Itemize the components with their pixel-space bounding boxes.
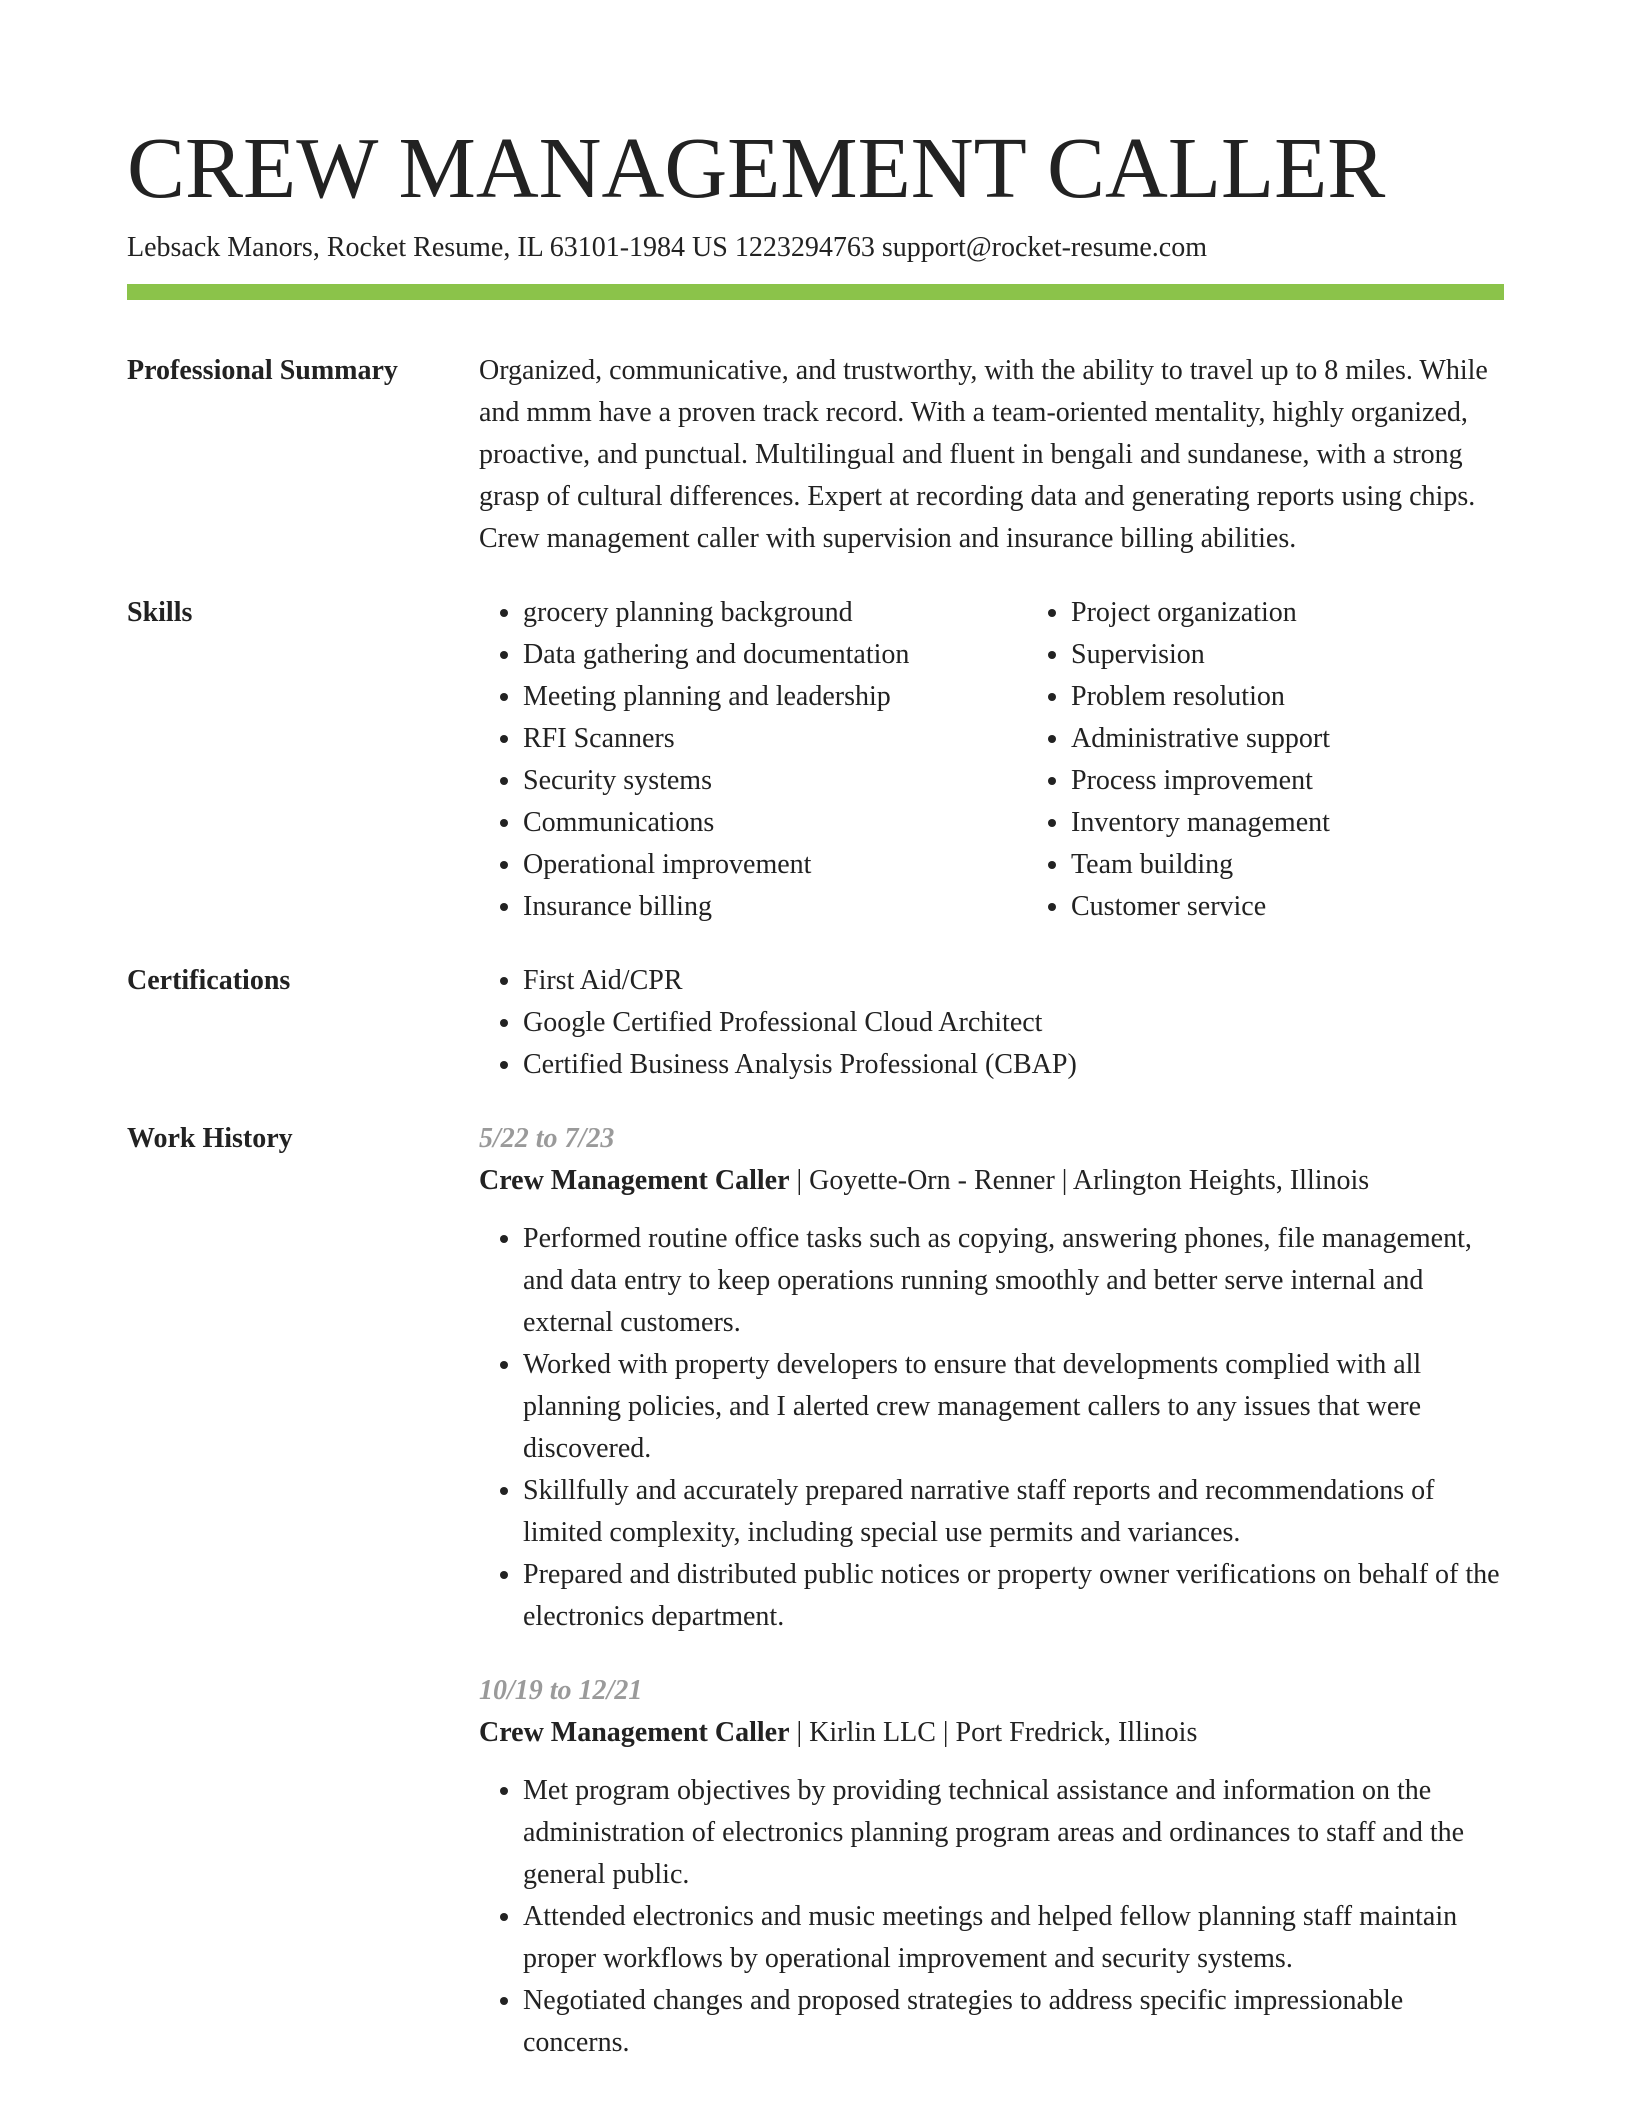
certification-item: • Google Certified Professional Cloud Architect <box>523 1002 1504 1044</box>
job-dates: 5/22 to 7/23 <box>479 1123 615 1154</box>
resume-name: CREW MANAGEMENT CALLER <box>127 119 1386 216</box>
certification-item: • First Aid/CPR <box>523 960 1504 1002</box>
skill-item: • Data gathering and documentation <box>523 634 1027 676</box>
skill-item: • Operational improvement <box>523 844 1027 886</box>
header-divider <box>127 284 1504 300</box>
skill-item: • Project organization <box>1071 592 1330 634</box>
skill-item: • Process improvement <box>1071 760 1330 802</box>
job-duty: • Attended electronics and music meetings and helped fellow planning staff maintain proper workflows by operational improvement and security systems. <box>523 1896 1504 1980</box>
job-title: Crew Management Caller <box>479 1717 790 1748</box>
job-employer-location: | Goyette-Orn - Renner | Arlington Heights, Illinois <box>789 1165 1370 1196</box>
skill-item: • Communications <box>523 802 1027 844</box>
job-heading <box>479 1712 1504 1754</box>
section-label-summary: Professional Summary <box>127 355 398 386</box>
skill-item: • Supervision <box>1071 634 1330 676</box>
job-duty: • Met program objectives by providing technical assistance and information on the administration of electronics planning program areas and ordinances to staff and the general public. <box>523 1770 1504 1896</box>
skills-section <box>127 592 1504 928</box>
work-history-section <box>127 1118 1504 2064</box>
section-label-work-history: Work History <box>127 1123 293 1154</box>
job-duty: • Negotiated changes and proposed strategies to address specific impressionable concerns. <box>523 1980 1504 2064</box>
job-duty: • Performed routine office tasks such as copying, answering phones, file management, and data entry to keep operations running smoothly and better serve internal and external customers. <box>523 1218 1504 1344</box>
job-duty: • Skillfully and accurately prepared narrative staff reports and recommendations of limited complexity, including special use permits and variances. <box>523 1470 1504 1554</box>
skill-item: • Inventory management <box>1071 802 1330 844</box>
summary-section <box>127 350 1504 560</box>
skills-columns <box>479 592 1504 928</box>
section-label-skills: Skills <box>127 597 193 628</box>
certifications-list <box>479 960 1504 1086</box>
certifications-body <box>479 960 1504 1086</box>
resume-page <box>127 0 1504 2064</box>
skill-item: • Team building <box>1071 844 1330 886</box>
skill-item: • Meeting planning and leadership <box>523 676 1027 718</box>
summary-text: Organized, communicative, and trustworthy, with the ability to travel up to 8 miles. While and mmm have a proven track record. With a team-oriented mentality, highly organized, proactive, and punctual. Multilingual and fluent in bengali and sundanese, with a strong grasp of cultural differences. Expert at recording data and generating reports using chips. Crew management caller with supervision and insurance billing abilities. <box>479 355 1488 554</box>
skill-item: • Administrative support <box>1071 718 1330 760</box>
certification-item: • Certified Business Analysis Professional (CBAP) <box>523 1044 1504 1086</box>
job-duty: • Prepared and distributed public notices or property owner verifications on behalf of the electronics department. <box>523 1554 1504 1638</box>
job-employer-location: | Kirlin LLC | Port Fredrick, Illinois <box>789 1717 1198 1748</box>
skill-item: • grocery planning background <box>523 592 1027 634</box>
contact-info: Lebsack Manors, Rocket Resume, IL 63101-1984 US 1223294763 support@rocket-resume.com <box>127 232 1207 263</box>
skills-list-left <box>479 592 1027 928</box>
certifications-section <box>127 960 1504 1086</box>
work-history-body <box>479 1118 1504 2064</box>
skill-item: • Customer service <box>1071 886 1330 928</box>
job-entry <box>479 1118 1504 1638</box>
job-entry <box>479 1670 1504 2064</box>
skill-item: • Insurance billing <box>523 886 1027 928</box>
job-duties-list <box>479 1218 1504 1638</box>
job-duty: • Worked with property developers to ensure that developments complied with all planning policies, and I alerted crew management callers to any issues that were discovered. <box>523 1344 1504 1470</box>
skill-item: • Problem resolution <box>1071 676 1330 718</box>
skill-item: • Security systems <box>523 760 1027 802</box>
job-title: Crew Management Caller <box>479 1165 790 1196</box>
job-heading <box>479 1160 1504 1202</box>
job-duties-list <box>479 1770 1504 2064</box>
skills-list-right <box>1027 592 1330 928</box>
skill-item: • RFI Scanners <box>523 718 1027 760</box>
section-label-certifications: Certifications <box>127 965 291 996</box>
job-dates: 10/19 to 12/21 <box>479 1675 643 1706</box>
